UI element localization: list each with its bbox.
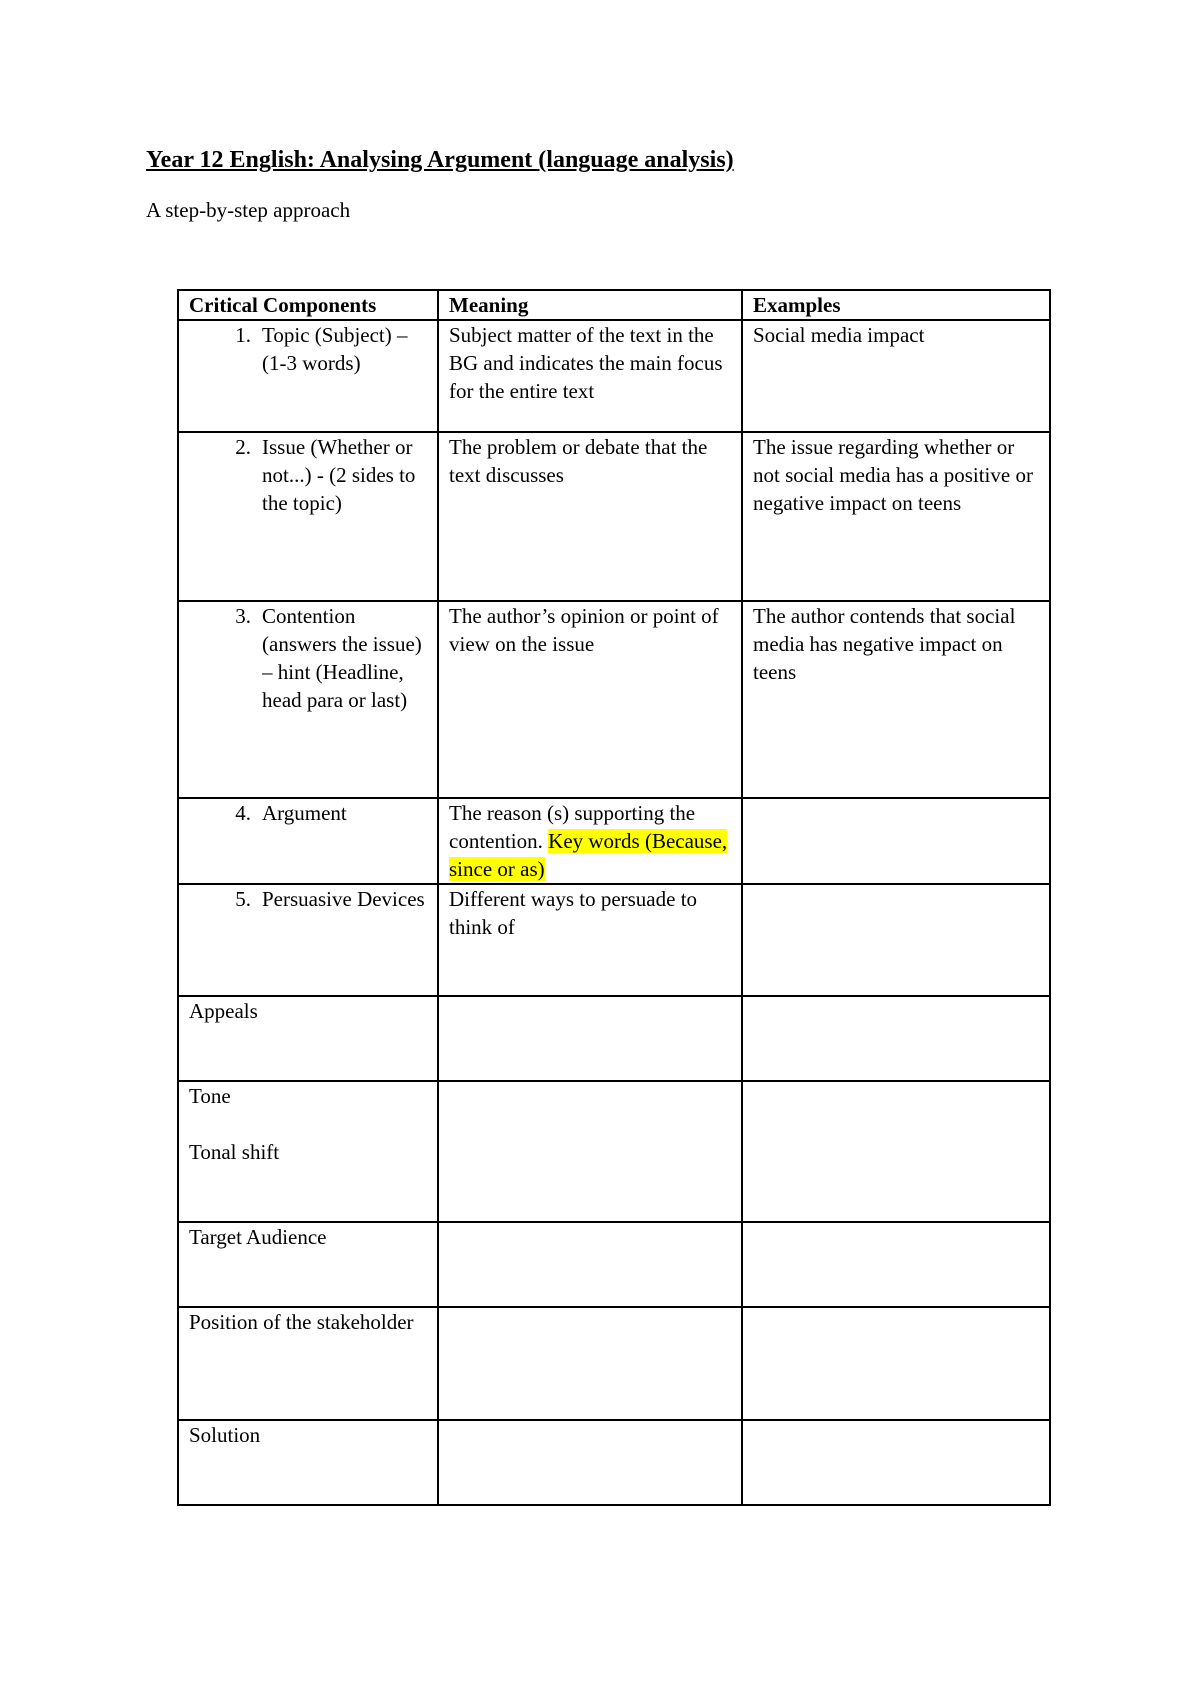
item-number: 3.	[235, 604, 251, 628]
example-cell	[742, 1081, 1050, 1222]
table-row-argument	[178, 798, 1050, 884]
item-number: 1.	[235, 323, 251, 347]
table-row-persuasive-devices	[178, 884, 1050, 996]
example-cell	[742, 1222, 1050, 1307]
component-label: Target Audience	[189, 1225, 327, 1249]
example-cell: Social media impact	[742, 320, 1050, 432]
component-label: Persuasive Devices	[262, 887, 425, 911]
example-cell	[742, 1307, 1050, 1420]
component-label-secondary: Tonal shift	[189, 1140, 280, 1164]
component-label: Position of the stakeholder	[189, 1310, 414, 1334]
component-cell	[178, 884, 438, 996]
component-cell	[178, 1420, 438, 1505]
meaning-cell	[438, 1081, 742, 1222]
table-row-topic	[178, 320, 1050, 432]
component-cell	[178, 432, 438, 601]
analysis-table	[177, 289, 1051, 1506]
meaning-cell: The problem or debate that the text discusses	[438, 432, 742, 601]
table-row-tone	[178, 1081, 1050, 1222]
component-label: Topic (Subject) – (1-3 words)	[262, 323, 408, 375]
table-row-stakeholder-position	[178, 1307, 1050, 1420]
component-cell	[178, 996, 438, 1081]
page-title: Year 12 English: Analysing Argument (language analysis)	[146, 147, 734, 173]
meaning-cell	[438, 1420, 742, 1505]
key-words-highlight: Key words (Because, since or as)	[449, 829, 728, 881]
header-examples: Examples	[742, 290, 1050, 320]
item-number: 4.	[235, 801, 251, 825]
table-row-contention	[178, 601, 1050, 798]
meaning-cell	[438, 996, 742, 1081]
example-cell	[742, 884, 1050, 996]
component-cell	[178, 601, 438, 798]
meaning-cell	[438, 798, 742, 884]
table-row-issue	[178, 432, 1050, 601]
example-cell: The author contends that social media has negative impact on teens	[742, 601, 1050, 798]
meaning-cell: Different ways to persuade to think of	[438, 884, 742, 996]
meaning-cell: The author’s opinion or point of view on the issue	[438, 601, 742, 798]
example-cell	[742, 996, 1050, 1081]
component-label: Contention (answers the issue) – hint (Headline, head para or last)	[262, 604, 422, 712]
table-row-appeals	[178, 996, 1050, 1081]
meaning-cell: Subject matter of the text in the BG and indicates the main focus for the entire text	[438, 320, 742, 432]
component-label: Tone	[189, 1084, 231, 1108]
component-label: Issue (Whether or not...) - (2 sides to the topic)	[262, 435, 416, 515]
component-cell	[178, 320, 438, 432]
table-header-row	[178, 290, 1050, 320]
component-label: Solution	[189, 1423, 261, 1447]
example-cell	[742, 798, 1050, 884]
meaning-cell	[438, 1222, 742, 1307]
meaning-text: The reason (s) supporting the contention.	[449, 801, 696, 853]
header-meaning: Meaning	[438, 290, 742, 320]
example-cell: The issue regarding whether or not social media has a positive or negative impact on teens	[742, 432, 1050, 601]
example-cell	[742, 1420, 1050, 1505]
component-cell	[178, 798, 438, 884]
component-cell	[178, 1081, 438, 1222]
meaning-cell	[438, 1307, 742, 1420]
header-critical-components: Critical Components	[178, 290, 438, 320]
page-subtitle: A step-by-step approach	[146, 198, 351, 222]
item-number: 5.	[235, 887, 251, 911]
component-cell	[178, 1222, 438, 1307]
table-row-solution	[178, 1420, 1050, 1505]
component-cell	[178, 1307, 438, 1420]
component-label: Appeals	[189, 999, 258, 1023]
table-row-target-audience	[178, 1222, 1050, 1307]
component-label: Argument	[262, 801, 347, 825]
item-number: 2.	[235, 435, 251, 459]
